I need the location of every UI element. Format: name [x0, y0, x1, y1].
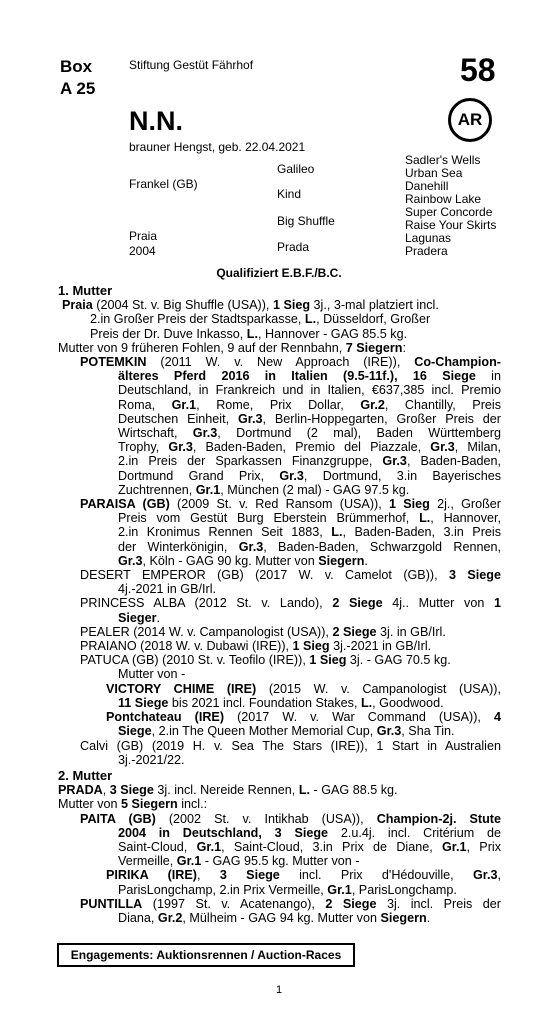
produce-summary: Mutter von 5 Siegern incl.:	[58, 797, 208, 812]
pedigree-sire-dam: Kind	[277, 187, 302, 201]
offspring-paita: PAITA (GB) (2002 St. v. Intikhab (USA)), Champion-2j. Stute	[80, 811, 501, 826]
offspring-pirika: PIRIKA (IRE), 3 Siege incl. Prix d'Hédouville, Gr.3,	[106, 868, 502, 883]
offspring-cont: Gr.3, Köln - GAG 90 kg. Mutter von Siegern.	[118, 553, 368, 568]
offspring-cont: 2004 in Deutschland, 3 Siege 2.u.4j. incl. Critérium de	[118, 825, 501, 840]
horse-description: brauner Hengst, geb. 22.04.2021	[129, 140, 306, 154]
offspring-cont: Deutschland, in Frankreich und in Italien, €637,385 incl. Premio	[118, 383, 501, 398]
offspring-patuca: PATUCA (GB) (2010 St. v. Teofilo (IRE)), 1 Sieg 3j. - GAG 70.5 kg.	[80, 653, 451, 668]
pedigree-dam-sire: Big Shuffle	[277, 214, 335, 228]
first-dam-section	[58, 284, 501, 767]
lot-number: 58	[460, 52, 496, 88]
box-label-line2: A 25	[60, 79, 96, 98]
engagements-box: Engagements: Auktionsrennen / Auction-Races	[57, 943, 355, 967]
produce-summary: Mutter von 9 früheren Fohlen, 9 auf der Rennbahn, 7 Siegern:	[58, 340, 406, 355]
second-dam-section	[58, 769, 501, 925]
offspring-cont: Roma, Gr.1, Rome, Prix Dollar, Gr.2, Chantilly, Preis	[118, 397, 501, 412]
offspring-paraisa: PARAISA (GB) (2009 St. v. Red Ransom (USA)), 1 Sieg 2j., Großer	[80, 497, 502, 512]
offspring-cont: Saint-Cloud, Gr.1, Saint-Cloud, 3.in Prix de Diane, Gr.1, Prix	[118, 840, 502, 855]
pedigree-dam-year: 2004	[129, 244, 156, 258]
offspring-cont: Siege, 2.in The Queen Mother Memorial Cup, Gr.3, Sha Tin.	[118, 724, 455, 739]
offspring-cont: 4j.-2021 in GB/Irl.	[118, 582, 216, 597]
pedigree-gen3-item: Sadler's Wells	[405, 153, 481, 167]
pedigree-gen3	[405, 154, 496, 258]
dam-entry: PRADA, 3 Siege 3j. incl. Nereide Rennen, L. - GAG 88.5 kg.	[58, 783, 398, 798]
page-number: 1	[275, 984, 283, 996]
offspring-cont: Wirtschaft, Gr.3, Dortmund (2 mal), Baden Württemberg	[118, 426, 501, 441]
offspring-cont: Mutter von -	[118, 667, 186, 682]
offspring-cont: 11 Siege bis 2021 incl. Foundation Stakes, L., Goodwood.	[118, 695, 444, 710]
offspring-cont: 2.in Preis der Sparkassen Finanzgruppe, Gr.3, Baden-Baden,	[118, 454, 501, 469]
section-heading: 2. Mutter	[58, 768, 113, 783]
offspring-cont: ParisLongchamp, 2.in Prix Vermeille, Gr.1, ParisLongchamp.	[118, 882, 457, 897]
qualification: Qualifiziert E.B.F./B.C.	[216, 266, 342, 280]
pedigree-gen3-item: Raise Your Skirts	[405, 218, 497, 232]
pedigree-gen3-item: Pradera	[405, 244, 448, 258]
pedigree-dam-dam: Prada	[277, 240, 310, 254]
offspring-cont: 3j.-2021/22.	[118, 752, 185, 767]
offspring-cont: Trophy, Gr.3, Baden-Baden, Premio del Piazzale, Gr.3, Milan,	[118, 440, 501, 455]
offspring-cont: Sieger.	[118, 610, 161, 625]
dam-entry-cont: Preis der Dr. Duve Inkasso, L., Hannover - GAG 85.5 kg.	[90, 326, 408, 341]
offspring-cont: Vermeille, Gr.1 - GAG 95.5 kg. Mutter von -	[118, 854, 360, 869]
box-label	[60, 56, 95, 100]
box-label-line1: Box	[60, 57, 93, 76]
offspring-puntilla: PUNTILLA (1997 St. v. Acatenango), 2 Siege 3j. incl. Preis der	[80, 896, 501, 911]
pedigree-gen3-item: Lagunas	[405, 231, 452, 245]
offspring-pontchateau: Pontchateau (IRE) (2017 W. v. War Command (USA)), 4	[106, 710, 501, 725]
pedigree-gen3-item: Urban Sea	[405, 166, 463, 180]
pedigree-gen3-item: Rainbow Lake	[405, 192, 482, 206]
horse-name: N.N.	[129, 106, 183, 136]
section-heading: 1. Mutter	[58, 283, 113, 298]
breeder-name: Stiftung Gestüt Fährhof	[129, 58, 254, 72]
pedigree-sire: Frankel (GB)	[129, 177, 198, 191]
pedigree-dam: Praia	[129, 229, 158, 243]
dam-entry: Praia (2004 St. v. Big Shuffle (USA)), 1 Sieg 3j., 3-mal platziert incl.	[62, 298, 439, 313]
offspring-calvi: Calvi (GB) (2019 H. v. Sea The Stars (IRE)), 1 Start in Australien	[80, 738, 501, 753]
offspring-pealer: PEALER (2014 W. v. Campanologist (USA)), 2 Siege 3j. in GB/Irl.	[80, 624, 446, 639]
offspring-potemkin: POTEMKIN (2011 W. v. New Approach (IRE)), Co-Champion-	[80, 355, 501, 370]
offspring-cont: Preis vom Gestüt Burg Eberstein Brümmerhof, L., Hannover,	[118, 511, 501, 526]
pedigree-gen3-item: Danehill	[405, 179, 449, 193]
offspring-princess-alba: PRINCESS ALBA (2012 St. v. Lando), 2 Siege 4j.. Mutter von 1	[80, 596, 502, 611]
offspring-cont: Zuchtrennen, Gr.1, München (2 mal) - GAG 97.5 kg.	[118, 482, 410, 497]
dam-entry-cont: 2.in Großer Preis der Stadtsparkasse, L., Düsseldorf, Großer	[90, 312, 431, 327]
offspring-desert-emperor: DESERT EMPEROR (GB) (2017 W. v. Camelot (GB)), 3 Siege	[80, 568, 502, 583]
offspring-cont: Dortmund Grand Prix, Gr.3, Dortmund, 3.in Bayerisches	[118, 468, 501, 483]
offspring-cont: Deutschen Einheit, Gr.3, Berlin-Hoppegarten, Großer Preis der	[118, 411, 502, 426]
dam-name: Praia	[62, 298, 93, 313]
offspring-cont: älteres Pferd 2016 in Italien (9.5-11f.), 16 Siege in	[118, 369, 501, 384]
pedigree-sire-sire: Galileo	[277, 162, 315, 176]
offspring-praiano: PRAIANO (2018 W. v. Dubawi (IRE)), 1 Sieg 3j.-2021 in GB/Irl.	[80, 639, 432, 654]
pedigree-gen3-item: Super Concorde	[405, 205, 493, 219]
ar-badge-icon: AR	[448, 98, 492, 142]
offspring-cont: der Winterkönigin, Gr.3, Baden-Baden, Schwarzgold Rennen,	[118, 539, 501, 554]
offspring-cont: 2.in Kronimus Rennen Seit 1883, L., Baden-Baden, 3.in Preis	[118, 525, 501, 540]
offspring-cont: Diana, Gr.2, Mülheim - GAG 94 kg. Mutter von Siegern.	[118, 911, 431, 926]
offspring-victory-chime: VICTORY CHIME (IRE) (2015 W. v. Campanologist (USA)),	[106, 681, 501, 696]
